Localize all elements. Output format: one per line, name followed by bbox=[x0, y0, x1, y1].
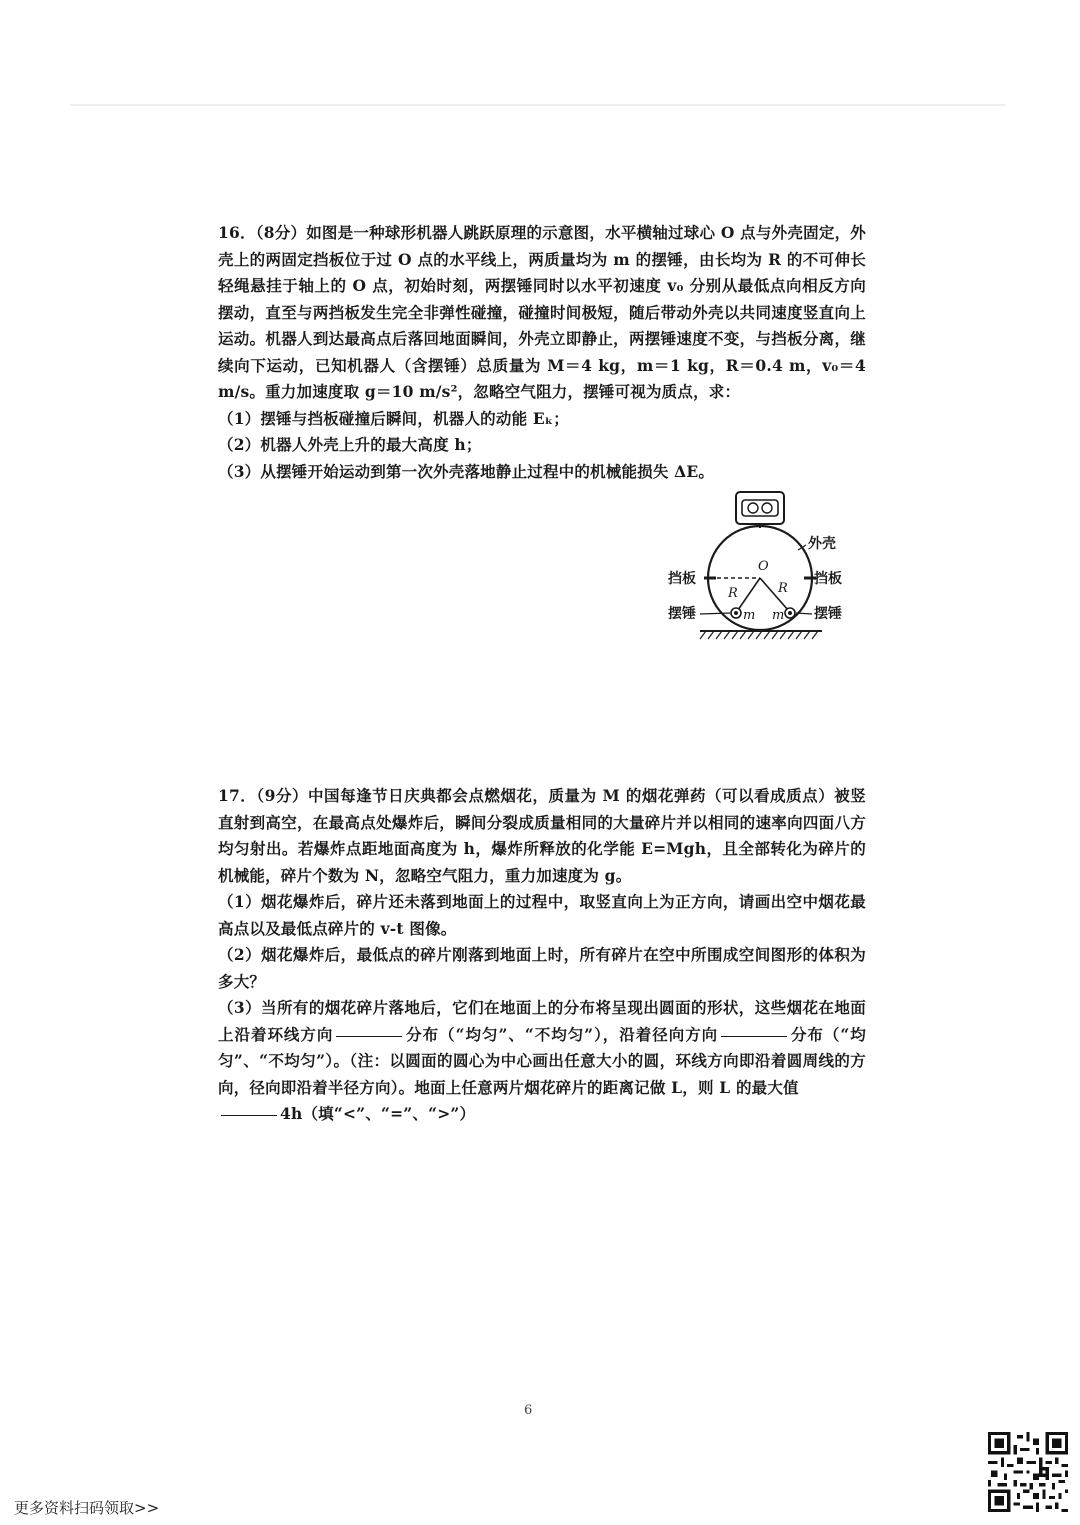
question-16-body: 16．（8分）如图是一种球形机器人跳跃原理的示意图，水平横轴过球心 O 点与外壳固定，外壳上的两固定挡板位于过 O 点的水平线上，两质量均为 m 的摆锤，由长均为 R 的不可伸长轻绳悬挂于轴上的 O 点，初始时刻，两摆锤同时以水平初速度 v₀ 分别从最低点向相反方向摆动，直至与两挡板发生完全非弹性碰撞，碰撞时间极短，随后带动外壳以共同速度竖直向上运动。机器人到达最高点后落回地面瞬间，外壳立即静止，两摆锤速度不变，与挡板分离，继续向下运动，已知机器人（含摆锤）总质量为 M＝4 kg，m＝1 kg，R＝0.4 m，v₀＝4 m/s。重力加速度取 g＝10 m/s²，忽略空气阻力，摆锤可视为质点，求： bbox=[218, 223, 866, 401]
top-divider bbox=[70, 104, 1005, 106]
question-17 bbox=[218, 783, 866, 1128]
question-16-part-3: （3）从摆锤开始运动到第一次外壳落地静止过程中的机械能损失 ΔE。 bbox=[218, 461, 715, 481]
label-baffle-right: 挡板 bbox=[814, 571, 842, 587]
question-17-part-3 bbox=[218, 995, 866, 1128]
label-R-left: R bbox=[728, 586, 738, 601]
question-17-body: 17．（9分）中国每逢节日庆典都会点燃烟花，质量为 M 的烟花弹药（可以看成质点）被竖直射到高空，在最高点处爆炸后，瞬间分裂成质量相同的大量碎片并以相同的速率向四面八方均匀射出。若爆炸点距地面高度为 h，爆炸所释放的化学能 E=Mgh，且全部转化为碎片的机械能，碎片个数为 N，忽略空气阻力，重力加速度为 g。 bbox=[218, 786, 866, 885]
question-17-part-3-b: 分布（“均匀”、“不均匀”），沿着径向方向 bbox=[405, 1024, 719, 1044]
question-16-part-1: （1）摆锤与挡板碰撞后瞬间，机器人的动能 Eₖ； bbox=[218, 408, 569, 428]
label-baffle-left: 挡板 bbox=[668, 571, 696, 587]
top-box bbox=[736, 492, 784, 524]
label-bob-right: 摆锤 bbox=[814, 606, 842, 622]
question-17-part-1: （1）烟花爆炸后，碎片还未落到地面上的过程中，取竖直向上为正方向，请画出空中烟花最高点以及最低点碎片的 v-t 图像。 bbox=[218, 892, 866, 938]
label-R-right: R bbox=[778, 581, 788, 596]
label-m-right: m bbox=[772, 608, 785, 623]
robot-diagram bbox=[660, 490, 860, 650]
question-16 bbox=[218, 220, 866, 485]
pointer-bob-left bbox=[700, 613, 730, 614]
answer-blank-3 bbox=[221, 1114, 277, 1116]
qr-code-icon[interactable] bbox=[988, 1432, 1068, 1512]
label-shell: 外壳 bbox=[808, 536, 836, 552]
top-box-wheel-left bbox=[748, 503, 758, 513]
question-17-part-3-d: 4h（填“<”、“=”、“>”） bbox=[280, 1104, 476, 1123]
bob-left-core bbox=[734, 611, 738, 615]
question-17-part-3-c: 分布（“均匀”、“不均匀”）。（注：以圆面的圆心为中心画出任意大小的圆，环线方向即沿着圆周线的方向，径向即沿着半径方向）。地面上任意两片烟花碎片的距离记做 L，则 L 的最大值 bbox=[218, 1024, 866, 1097]
question-17-part-3-a: （3）当所有的烟花碎片落地后，它们在地面上的分布将呈现出圆面的形状，这些烟花在地面上沿着环线方向 bbox=[218, 998, 866, 1044]
label-O: O bbox=[758, 559, 769, 574]
ground-hatching bbox=[700, 631, 818, 639]
label-m-left: m bbox=[743, 608, 756, 623]
answer-blank-2 bbox=[721, 1035, 787, 1037]
label-bob-left: 摆锤 bbox=[668, 606, 696, 622]
page-number: 6 bbox=[524, 1403, 533, 1418]
bob-right-core bbox=[788, 611, 792, 615]
question-17-part-2: （2）烟花爆炸后，最低点的碎片刚落到地面上时，所有碎片在空中所围成空间图形的体积为多大？ bbox=[218, 945, 866, 991]
top-box-wheel-right bbox=[762, 503, 772, 513]
footer-link[interactable]: 更多资料扫码领取>> bbox=[14, 1499, 160, 1517]
answer-blank-1 bbox=[336, 1035, 402, 1037]
rope-left bbox=[738, 578, 760, 610]
question-16-part-2: （2）机器人外壳上升的最大高度 h； bbox=[218, 435, 482, 454]
